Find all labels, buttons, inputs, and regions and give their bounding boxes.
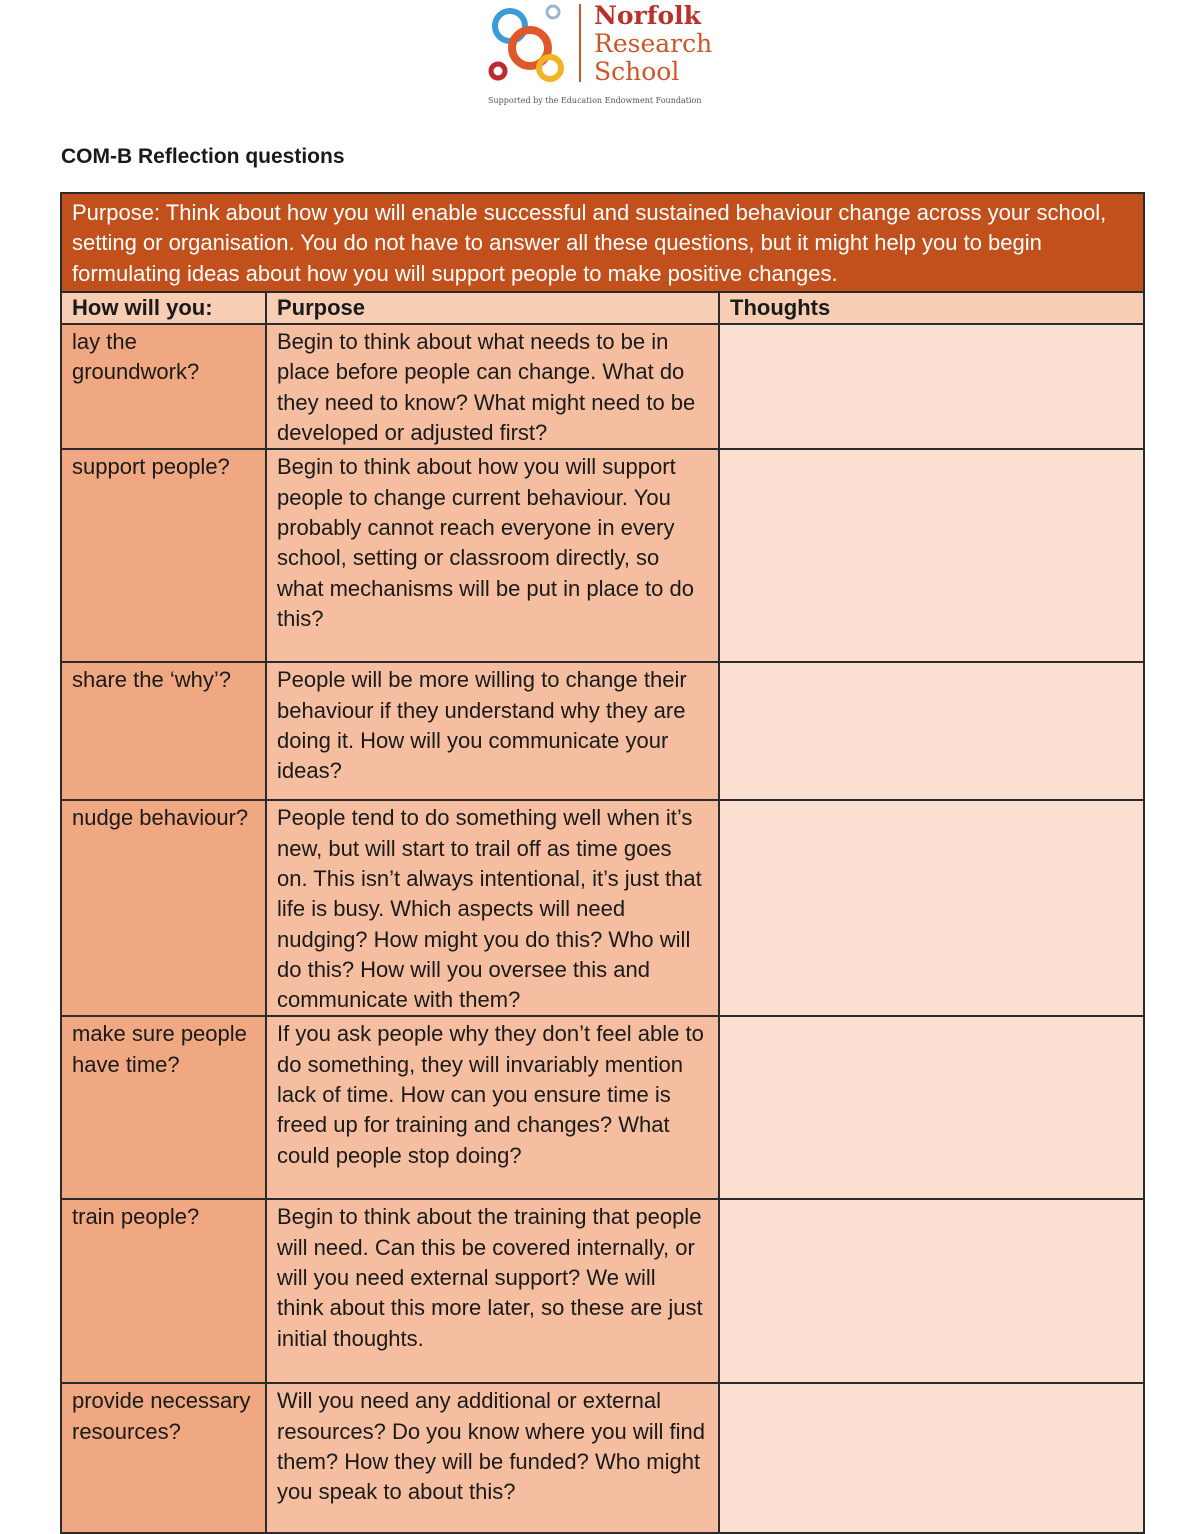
document-title: COM-B Reflection questions: [61, 145, 345, 168]
logo-divider: [579, 4, 581, 82]
logo-line-1: Norfolk: [594, 1, 701, 30]
logo-line-2: Research: [594, 29, 713, 58]
rings-logo-icon: [486, 2, 586, 90]
question-cell: lay the groundwork?: [61, 324, 266, 449]
table-row: [61, 449, 1144, 662]
thoughts-cell[interactable]: [719, 662, 1144, 800]
header-how: How will you:: [61, 292, 266, 324]
purpose-cell: If you ask people why they don’t feel able to do something, they will invariably mention lack of time. How can you ensure time is freed up for training and changes? What could people stop doing?: [266, 1016, 719, 1199]
question-cell: make sure people have time?: [61, 1016, 266, 1199]
header-purpose: Purpose: [266, 292, 719, 324]
question-cell: nudge behaviour?: [61, 800, 266, 1016]
thoughts-cell[interactable]: [719, 324, 1144, 449]
purpose-cell: Will you need any additional or external resources? Do you know where you will find them? How they will be funded? Who might you speak to about this?: [266, 1383, 719, 1533]
header-thoughts: Thoughts: [719, 292, 1144, 324]
purpose-cell: Begin to think about the training that people will need. Can this be covered internally, or will you need external support? We will think about this more later, so these are just initial thoughts.: [266, 1199, 719, 1383]
purpose-cell: Begin to think about how you will support people to change current behaviour. You probably cannot reach everyone in every school, setting or classroom directly, so what mechanisms will be put in place to do this?: [266, 449, 719, 662]
intro-text: Purpose: Think about how you will enable successful and sustained behaviour change across your school, setting or organisation. You do not have to answer all these questions, but it might help you to begin formulating ideas about how you will support people to make positive changes.: [61, 193, 1144, 292]
thoughts-cell[interactable]: [719, 449, 1144, 662]
table-row: [61, 800, 1144, 1016]
question-cell: support people?: [61, 449, 266, 662]
logo-tagline: Supported by the Education Endowment Foundation: [488, 96, 702, 105]
purpose-cell: People tend to do something well when it’s new, but will start to trail off as time goes on. This isn’t always intentional, it’s just that life is busy. Which aspects will need nudging? How might you do this? Who will do this? How will you oversee this and communicate with them?: [266, 800, 719, 1016]
header-row: [61, 292, 1144, 324]
norfolk-research-school-logo: [486, 2, 718, 108]
table-row: [61, 1383, 1144, 1533]
thoughts-cell[interactable]: [719, 1016, 1144, 1199]
logo-wordmark: [594, 2, 712, 86]
table-row: [61, 662, 1144, 800]
reflection-table: [60, 192, 1145, 1534]
thoughts-cell[interactable]: [719, 800, 1144, 1016]
question-cell: provide necessary resources?: [61, 1383, 266, 1533]
question-cell: share the ‘why’?: [61, 662, 266, 800]
thoughts-cell[interactable]: [719, 1199, 1144, 1383]
purpose-cell: People will be more willing to change their behaviour if they understand why they are doing it. How will you communicate your ideas?: [266, 662, 719, 800]
question-cell: train people?: [61, 1199, 266, 1383]
table-row: [61, 324, 1144, 449]
table-row: [61, 1016, 1144, 1199]
thoughts-cell[interactable]: [719, 1383, 1144, 1533]
logo-line-3: School: [594, 57, 680, 86]
purpose-cell: Begin to think about what needs to be in place before people can change. What do they need to know? What might need to be developed or adjusted first?: [266, 324, 719, 449]
table-row: [61, 1199, 1144, 1383]
intro-row: [61, 193, 1144, 292]
